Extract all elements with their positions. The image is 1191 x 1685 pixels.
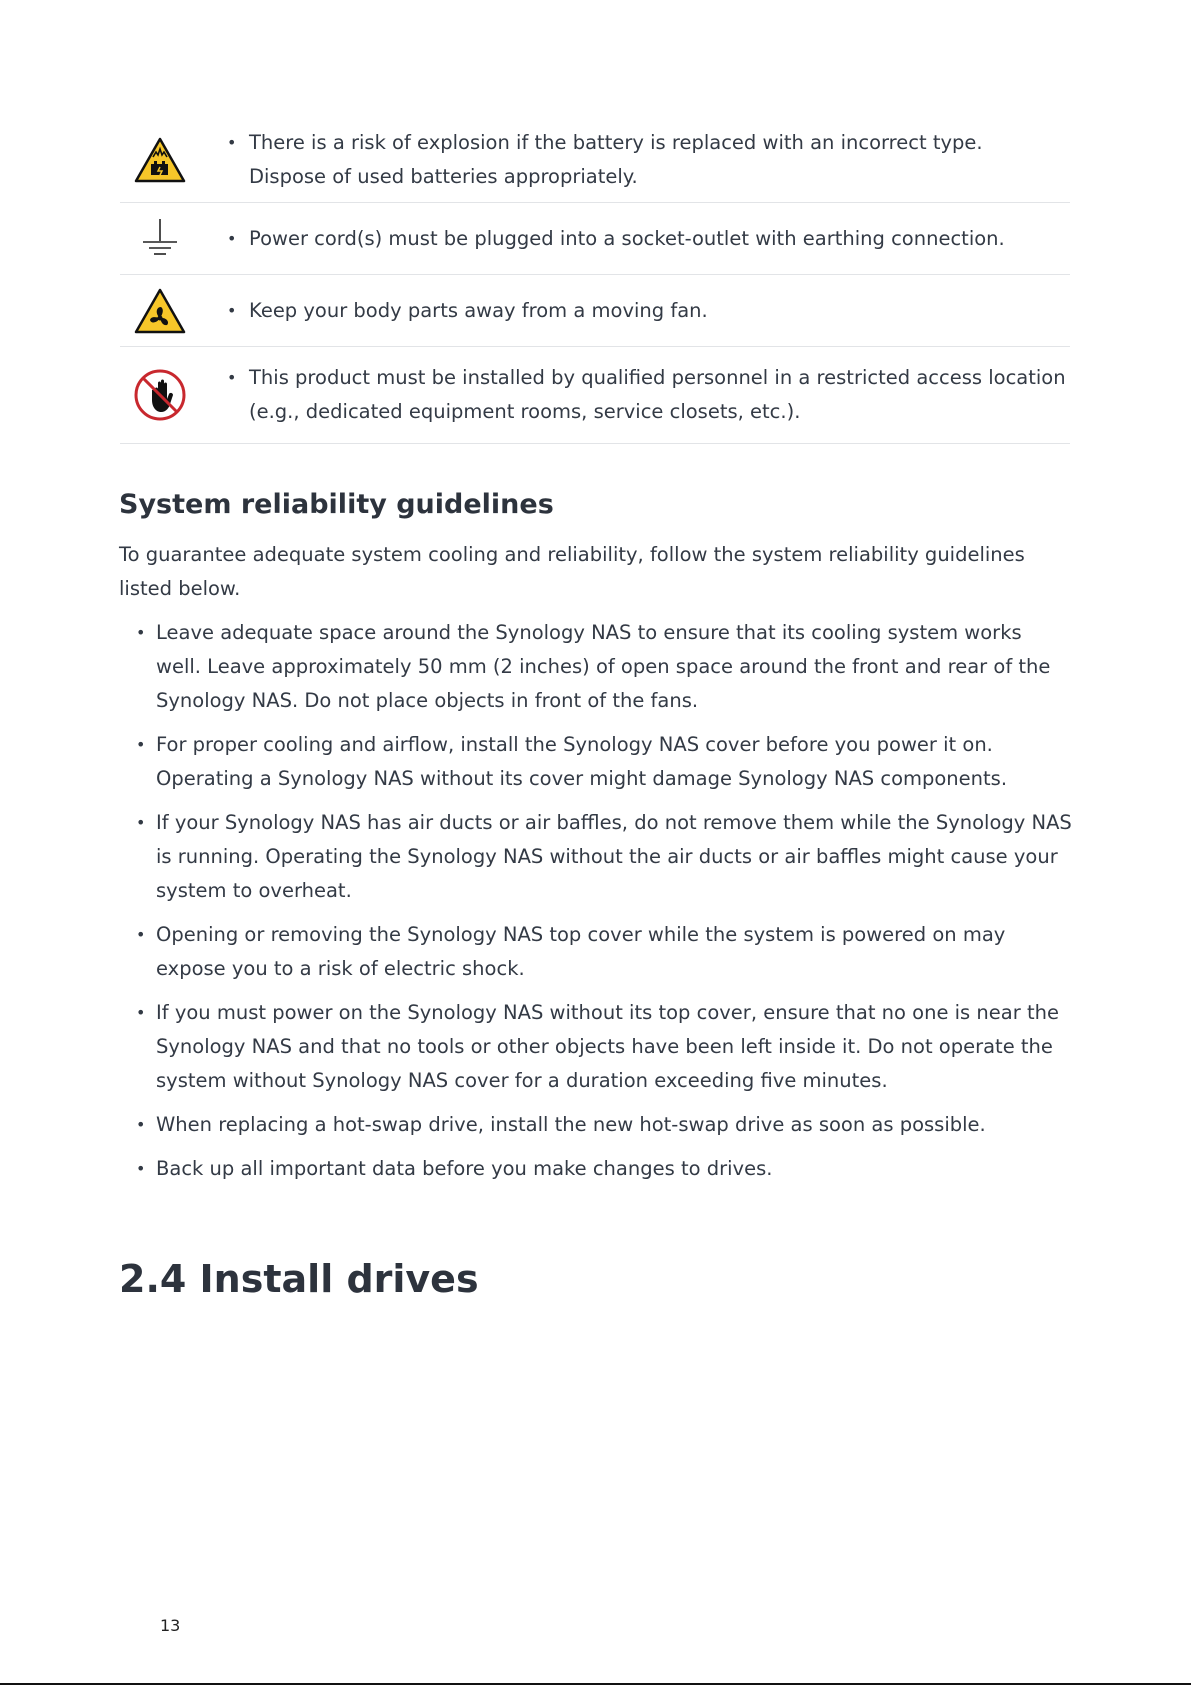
safety-text-line: • This product must be installed by qualified personnel in a restricted access location xyxy=(227,361,1070,395)
safety-warning-table xyxy=(120,118,1070,444)
safety-text xyxy=(200,222,1070,256)
safety-row-fan xyxy=(120,275,1070,347)
list-item: • Opening or removing the Synology NAS top cover while the system is powered on may expose you to a risk of electric shock. xyxy=(137,918,1072,986)
safety-text-line: (e.g., dedicated equipment rooms, service closets, etc.). xyxy=(249,400,801,423)
earth-ground-icon xyxy=(120,217,200,261)
safety-row-battery xyxy=(120,118,1070,203)
guidelines-list xyxy=(137,616,1072,1196)
no-access-hand-icon xyxy=(120,368,200,422)
safety-text-line: Dispose of used batteries appropriately. xyxy=(249,165,638,188)
safety-text-line: • Power cord(s) must be plugged into a socket-outlet with earthing connection. xyxy=(227,222,1070,256)
chapter-title: 2.4 Install drives xyxy=(119,1257,479,1301)
list-item: • Back up all important data before you make changes to drives. xyxy=(137,1152,1072,1186)
page-number: 13 xyxy=(160,1616,181,1635)
safety-text xyxy=(200,126,1070,194)
fan-warning-icon xyxy=(120,287,200,335)
list-item: • For proper cooling and airflow, install the Synology NAS cover before you power it on. Operating a Synology NAS without its cover might damage Synology NAS components. xyxy=(137,728,1072,796)
list-item: • If your Synology NAS has air ducts or air baffles, do not remove them while the Synology NAS is running. Operating the Synology NAS without the air ducts or air baffles might cause your system to overheat. xyxy=(137,806,1072,908)
safety-text-line: • There is a risk of explosion if the battery is replaced with an incorrect type. xyxy=(227,126,1070,160)
section-heading: System reliability guidelines xyxy=(119,489,554,520)
list-item: • When replacing a hot-swap drive, install the new hot-swap drive as soon as possible. xyxy=(137,1108,1072,1142)
list-item: • Leave adequate space around the Synology NAS to ensure that its cooling system works well. Leave approximately 50 mm (2 inches) of open space around the front and rear of the Synology NAS. Do not place objects in front of the fans. xyxy=(137,616,1072,718)
safety-text xyxy=(200,294,1070,328)
section-intro: To guarantee adequate system cooling and reliability, follow the system reliability guidelines listed below. xyxy=(119,543,1025,600)
safety-row-restricted-access xyxy=(120,347,1070,444)
safety-text xyxy=(200,361,1070,429)
list-item: • If you must power on the Synology NAS without its top cover, ensure that no one is near the Synology NAS and that no tools or other objects have been left inside it. Do not operate the system without Synology NAS cover for a duration exceeding five minutes. xyxy=(137,996,1072,1098)
safety-text-line: • Keep your body parts away from a moving fan. xyxy=(227,294,1070,328)
battery-warning-icon xyxy=(120,136,200,184)
safety-row-earthing xyxy=(120,203,1070,275)
